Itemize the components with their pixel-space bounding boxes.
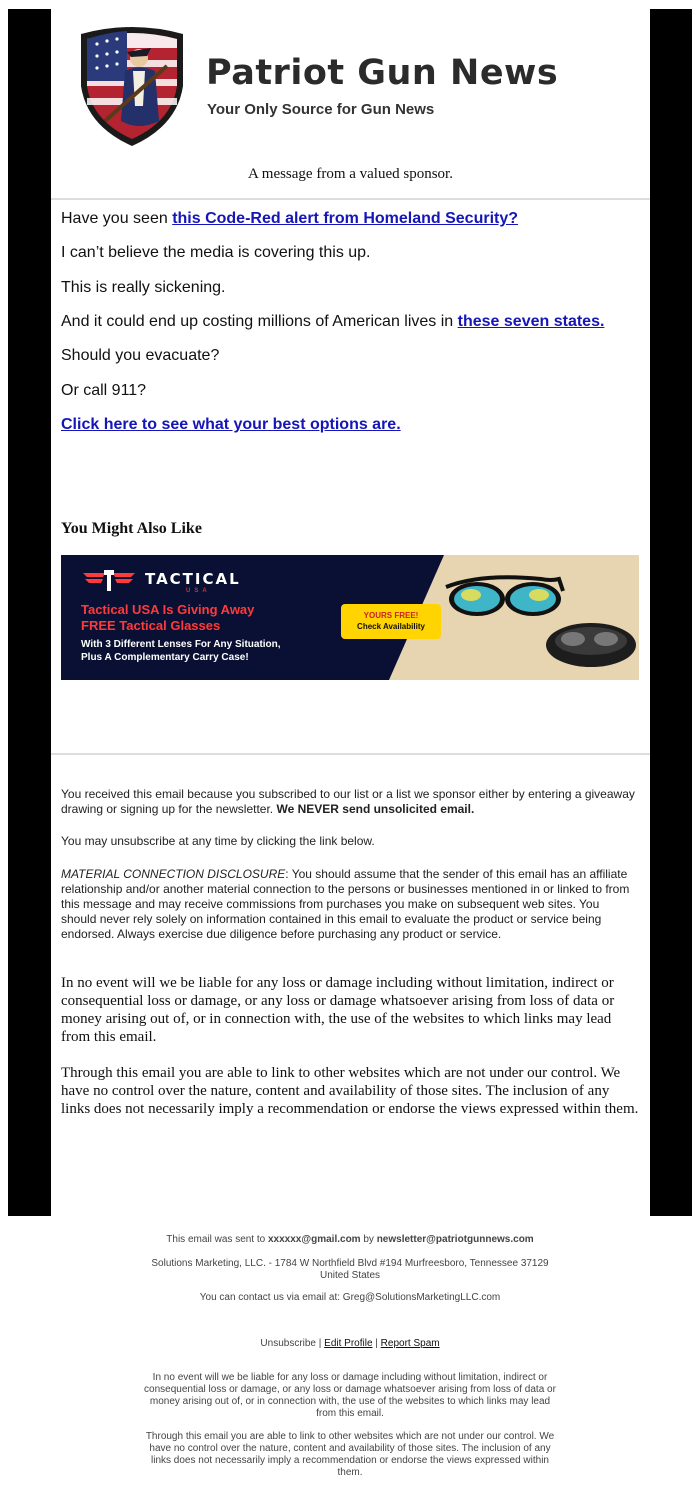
message-text: And it could end up costing millions of American lives in: [61, 313, 458, 330]
divider: [51, 753, 650, 755]
tactical-glasses-ad-banner[interactable]: [61, 555, 639, 680]
ad-sub-1: With 3 Different Lenses For Any Situation,: [81, 639, 281, 650]
ad-check-availability-button[interactable]: [341, 604, 441, 639]
legal-disclosure: [61, 867, 636, 942]
also-like-heading: You Might Also Like: [61, 520, 202, 537]
footer-text: This email was sent to: [166, 1234, 268, 1245]
patriot-shield-logo-icon: [77, 26, 187, 148]
homeland-security-alert-link[interactable]: this Code-Red alert from Homeland Security?: [172, 210, 519, 227]
message-paragraph-6: Or call 911?: [61, 382, 147, 399]
ad-headline-1: Tactical USA Is Giving Away: [81, 602, 255, 617]
footer-contact: You can contact us via email at: Greg@SolutionsMarketingLLC.com: [199, 1292, 501, 1303]
footer-links: [140, 1338, 560, 1350]
report-spam-link[interactable]: Report Spam: [380, 1338, 440, 1349]
footer-liability: In no event will we be liable for any loss or damage including without limitation, indirect or consequential loss or damage, or any loss or damage whatsoever arising from loss of data or money arising out of, or in connection with, the use of the websites to which links may lead from this email.: [144, 1372, 556, 1419]
legal-unsubscribe-note: You may unsubscribe at any time by clicking the link below.: [61, 834, 375, 848]
ad-btn-line-2: Check Availability: [357, 622, 425, 631]
cta-paragraph: [61, 416, 401, 434]
message-text: Have you seen: [61, 210, 173, 227]
footer-separator: |: [372, 1338, 381, 1349]
edit-profile-link[interactable]: Edit Profile: [324, 1338, 373, 1349]
email-header: [51, 9, 650, 199]
footer-sent-info: [140, 1234, 560, 1246]
footer-sender: newsletter@patriotgunnews.com: [376, 1234, 534, 1245]
disclosure-title: MATERIAL CONNECTION DISCLOSURE: [61, 867, 286, 881]
divider: [51, 198, 650, 200]
best-options-cta-link[interactable]: Click here to see what your best options are.: [61, 416, 401, 433]
ad-logo-text: TACTICAL: [145, 570, 241, 588]
footer-text: by: [360, 1234, 377, 1245]
message-paragraph-1: [61, 210, 518, 228]
message-paragraph-5: Should you evacuate?: [61, 347, 220, 364]
legal-subscription-note: [61, 787, 636, 817]
brand-title: Patriot Gun News: [206, 53, 559, 93]
legal-liability: In no event will we be liable for any loss or damage including without limitation, indirect or consequential loss or damage, or any loss or damage whatsoever arising from loss of data or money arising out of, or in connection with, the use of the websites to which links may lead from this email.: [61, 975, 615, 1045]
footer-separator: |: [316, 1338, 325, 1349]
disclosure-text: : You should assume that the sender of this email has an affiliate relationship and/or another material connection to the persons or businesses mentioned in or linked to from this message and may receive commissions from purchases you make on subsequent web sites. You should never rely solely on information contained in this email to evaluate the product or service being endorsed. Always exercise due diligence before purchasing any product or service.: [61, 867, 630, 941]
ad-headline: [81, 602, 254, 634]
ad-subheadline: [81, 638, 281, 664]
email-card: [51, 9, 650, 1216]
tactical-wings-logo-icon: [81, 565, 137, 597]
footer-address: Solutions Marketing, LLC. - 1784 W Northfield Blvd #194 Murfreesboro, Tennessee 37129 United States: [151, 1258, 549, 1281]
ad-logo-sub: USA: [186, 588, 211, 594]
footer-external-links: Through this email you are able to link to other websites which are not under our control. We have no control over the nature, content and availability of those sites. The inclusion of any links does not necessarily imply a recommendation or endorse the views expressed within them.: [145, 1431, 555, 1478]
legal-text: You received this email because you subscribed to our list or a list we sponsor either by entering a giveaway drawing or signing up for the newsletter.: [61, 787, 635, 816]
ad-sub-2: Plus A Complementary Carry Case!: [81, 652, 249, 663]
unsubscribe-label[interactable]: Unsubscribe: [260, 1338, 316, 1349]
message-paragraph-3: This is really sickening.: [61, 279, 226, 296]
sponsor-note: A message from a valued sponsor.: [248, 166, 453, 182]
brand-tagline: Your Only Source for Gun News: [207, 101, 435, 118]
message-paragraph-4: [61, 313, 604, 331]
legal-bold-text: We NEVER send unsolicited email.: [276, 802, 475, 816]
seven-states-link[interactable]: these seven states.: [457, 313, 605, 330]
tactical-glasses-icon: [441, 565, 636, 675]
legal-external-links: Through this email you are able to link to other websites which are not under our control. We have no control over the nature, content and availability of those sites. The inclusion of any links does not necessarily imply a recommendation or endorse the views expressed within them.: [61, 1065, 639, 1117]
ad-headline-2: FREE Tactical Glasses: [81, 618, 221, 633]
ad-btn-line-1: YOURS FREE!: [363, 611, 419, 620]
footer-recipient: xxxxxx@gmail.com: [268, 1234, 361, 1245]
message-paragraph-2: I can’t believe the media is covering this up.: [61, 244, 371, 261]
